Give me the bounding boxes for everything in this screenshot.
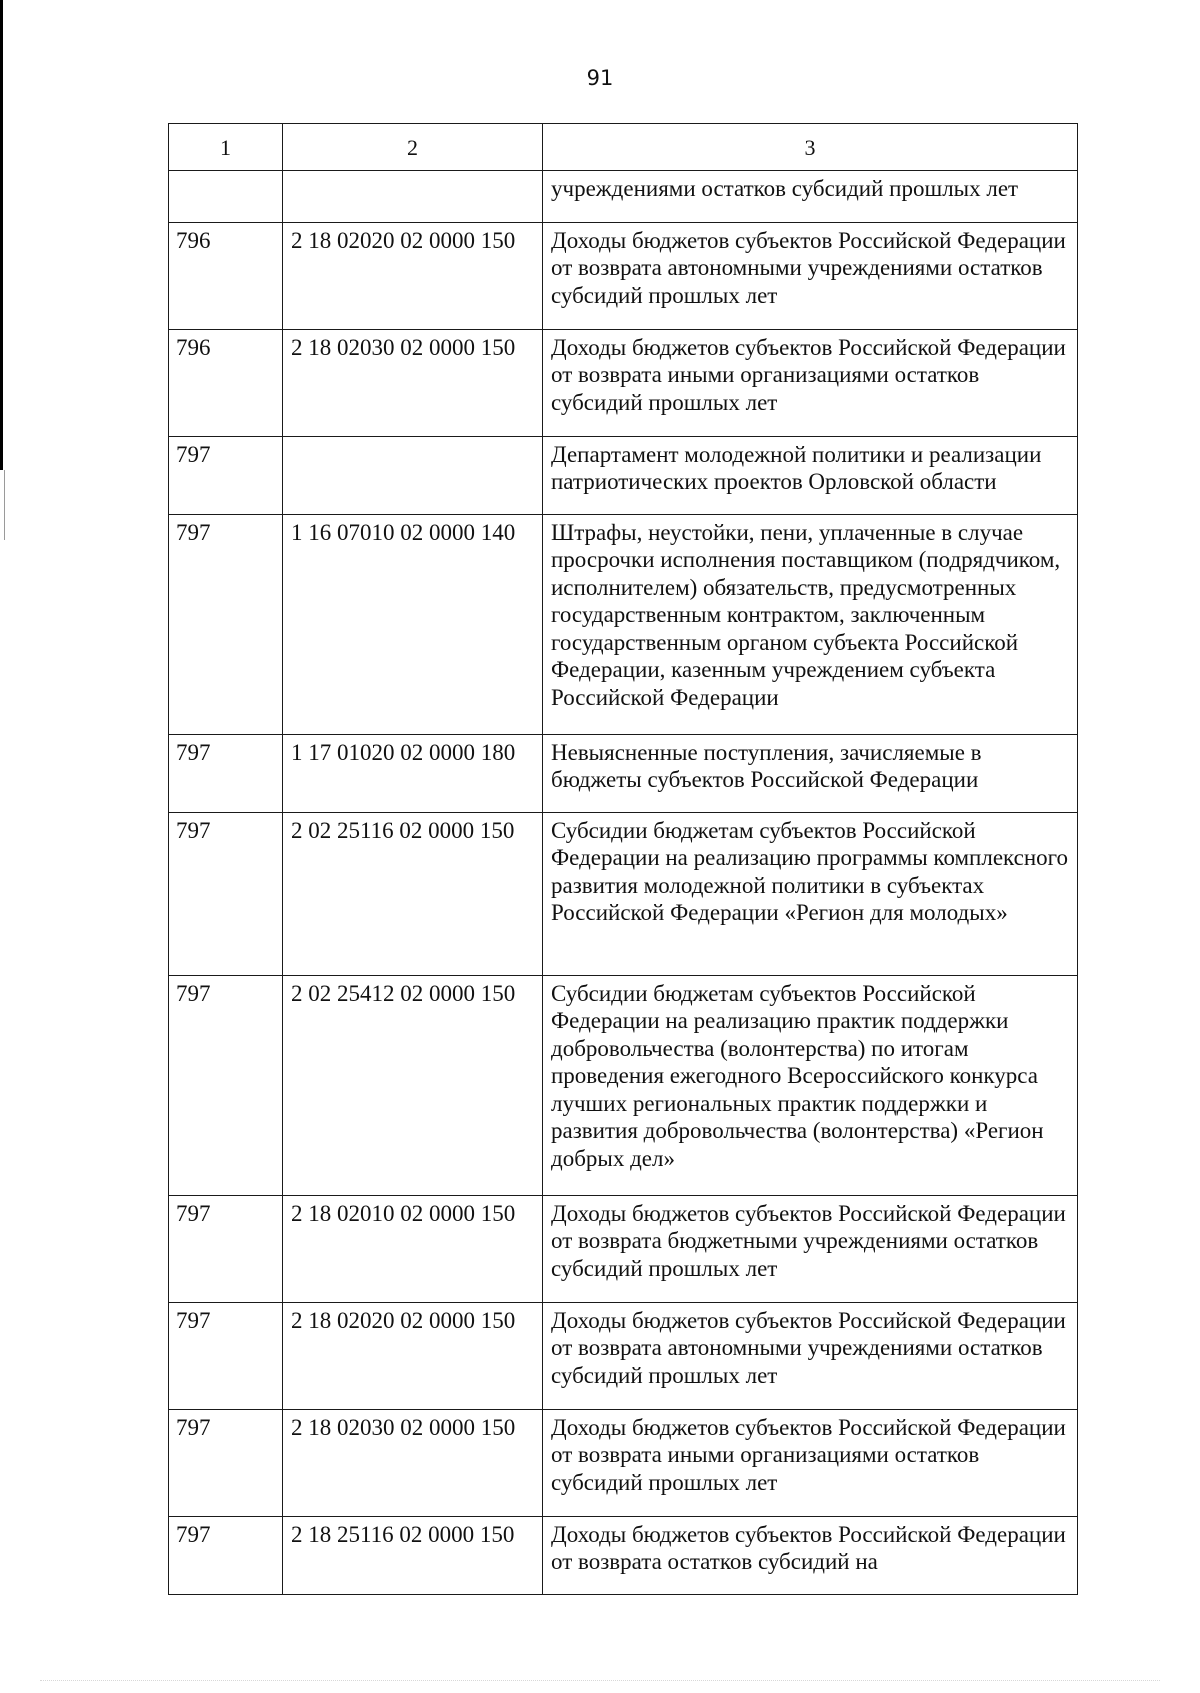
table-row (169, 812, 1078, 975)
admin-code-cell: 797 (169, 812, 283, 975)
description-cell: Штрафы, неустойки, пени, уплаченные в случае просрочки исполнения поставщиком (подрядчиком, исполнителем) обязательств, предусмотренных государственным контрактом, заключенным государственным органом субъекта Российской Федерации, казенным учреждением субъекта Российской Федерации (543, 514, 1078, 734)
budget-code-cell (283, 170, 543, 222)
budget-code-cell: 2 18 02030 02 0000 150 (283, 1409, 543, 1516)
budget-code-cell: 2 18 02030 02 0000 150 (283, 329, 543, 436)
table-row (169, 329, 1078, 436)
budget-code-cell: 2 02 25412 02 0000 150 (283, 975, 543, 1195)
table-row (169, 1195, 1078, 1302)
table-row (169, 222, 1078, 329)
table-header-row (169, 124, 1078, 171)
table-row (169, 1409, 1078, 1516)
admin-code-cell: 797 (169, 1195, 283, 1302)
admin-code-cell: 796 (169, 222, 283, 329)
table-row (169, 170, 1078, 222)
budget-code-cell: 2 18 02010 02 0000 150 (283, 1195, 543, 1302)
table-row (169, 514, 1078, 734)
budget-code-cell: 2 02 25116 02 0000 150 (283, 812, 543, 975)
budget-code-table (168, 123, 1078, 1595)
budget-code-cell: 2 18 02020 02 0000 150 (283, 222, 543, 329)
admin-code-cell: 796 (169, 329, 283, 436)
description-cell: Доходы бюджетов субъектов Российской Федерации от возврата бюджетными учреждениями остатков субсидий прошлых лет (543, 1195, 1078, 1302)
header-col-1: 1 (169, 124, 283, 171)
description-cell: Доходы бюджетов субъектов Российской Федерации от возврата автономными учреждениями остатков субсидий прошлых лет (543, 1302, 1078, 1409)
admin-code-cell: 797 (169, 975, 283, 1195)
admin-code-cell: 797 (169, 514, 283, 734)
header-col-3: 3 (543, 124, 1078, 171)
description-cell: Доходы бюджетов субъектов Российской Федерации от возврата автономными учреждениями остатков субсидий прошлых лет (543, 222, 1078, 329)
admin-code-cell: 797 (169, 1409, 283, 1516)
admin-code-cell: 797 (169, 734, 283, 812)
budget-code-cell: 2 18 25116 02 0000 150 (283, 1516, 543, 1594)
header-col-2: 2 (283, 124, 543, 171)
description-cell: учреждениями остатков субсидий прошлых лет (543, 170, 1078, 222)
description-cell: Доходы бюджетов субъектов Российской Федерации от возврата иными организациями остатков субсидий прошлых лет (543, 1409, 1078, 1516)
budget-code-cell: 1 17 01020 02 0000 180 (283, 734, 543, 812)
description-cell: Субсидии бюджетам субъектов Российской Федерации на реализацию практик поддержки добровольчества (волонтерства) по итогам проведения ежегодного Всероссийского конкурса лучших региональных практик поддержки и развития добровольчества (волонтерства) «Регион добрых дел» (543, 975, 1078, 1195)
admin-code-cell: 797 (169, 1302, 283, 1409)
table-row (169, 734, 1078, 812)
table-row (169, 1302, 1078, 1409)
description-cell: Невыясненные поступления, зачисляемые в бюджеты субъектов Российской Федерации (543, 734, 1078, 812)
description-cell: Департамент молодежной политики и реализации патриотических проектов Орловской области (543, 436, 1078, 514)
budget-code-cell: 1 16 07010 02 0000 140 (283, 514, 543, 734)
description-cell: Субсидии бюджетам субъектов Российской Федерации на реализацию программы комплексного развития молодежной политики в субъектах Российской Федерации «Регион для молодых» (543, 812, 1078, 975)
scan-margin-mark (4, 470, 5, 540)
admin-code-cell (169, 170, 283, 222)
table-row (169, 975, 1078, 1195)
description-cell: Доходы бюджетов субъектов Российской Федерации от возврата остатков субсидий на (543, 1516, 1078, 1594)
scan-bottom-noise (40, 1680, 1160, 1682)
budget-code-cell: 2 18 02020 02 0000 150 (283, 1302, 543, 1409)
description-cell: Доходы бюджетов субъектов Российской Федерации от возврата иными организациями остатков субсидий прошлых лет (543, 329, 1078, 436)
admin-code-cell: 797 (169, 436, 283, 514)
table-row (169, 436, 1078, 514)
budget-code-cell (283, 436, 543, 514)
table-row (169, 1516, 1078, 1594)
admin-code-cell: 797 (169, 1516, 283, 1594)
page-number: 91 (586, 66, 614, 90)
